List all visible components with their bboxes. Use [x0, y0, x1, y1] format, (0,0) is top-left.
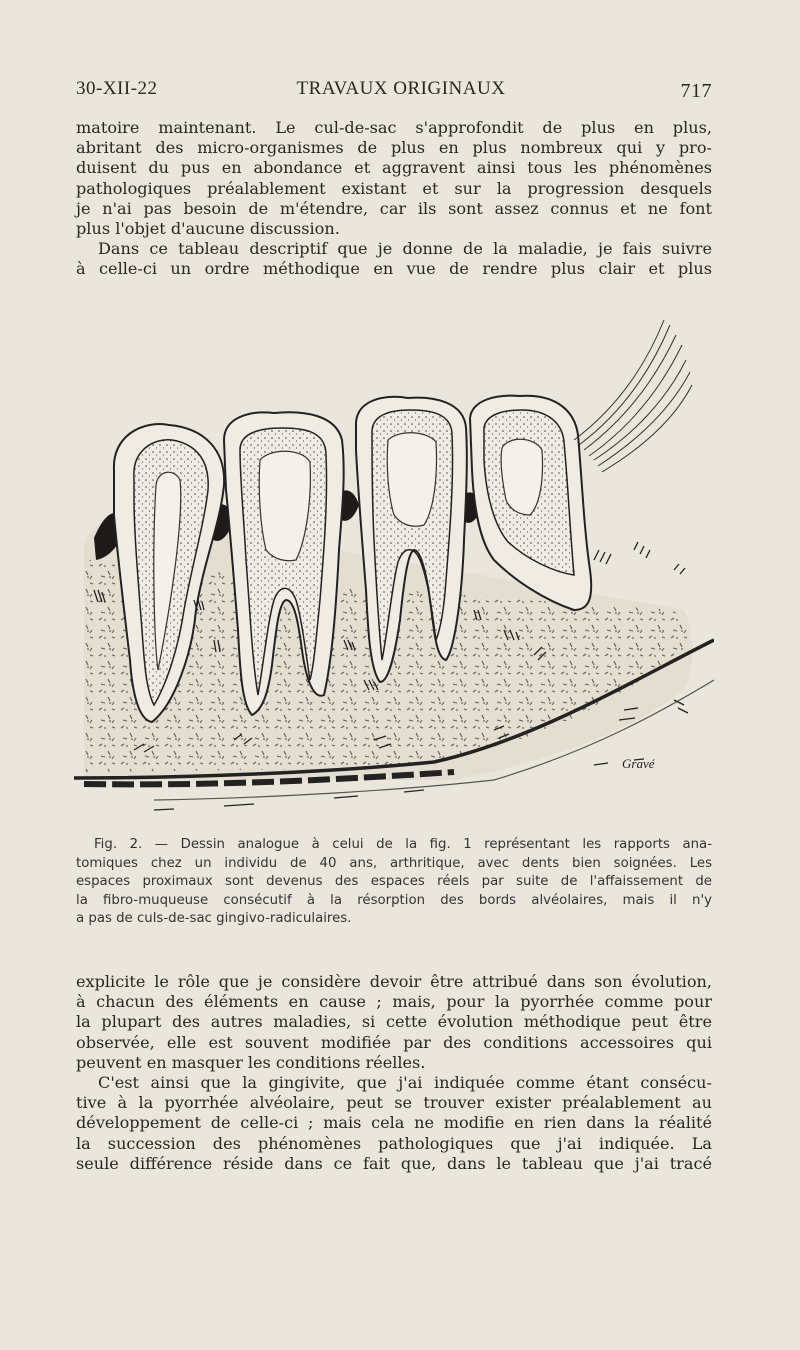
caption-line: la fibro-muqueuse consécutif à la résorption des bords alvéolaires, mais il n'y	[76, 892, 712, 908]
body-text-bottom	[76, 972, 712, 1174]
text-line: tive à la pyorrhée alvéolaire, peut se trouver exister préalablement au	[76, 1093, 712, 1113]
artist-signature: Gravé	[622, 756, 655, 771]
text-line: la plupart des autres maladies, si cette évolution méthodique peut être	[76, 1012, 712, 1032]
header-section-title: TRAVAUX ORIGINAUX	[296, 78, 506, 99]
text-line: à chacun des éléments en cause ; mais, pour la pyorrhée comme pour	[76, 992, 712, 1012]
caption-line: a pas de culs-de-sac gingivo-radiculaires.	[76, 911, 352, 927]
text-line: abritant des micro-organismes de plus en plus nombreux qui y pro-	[76, 138, 712, 158]
caption-line: espaces proximaux sont devenus des espaces réels par suite de l'affaissement de	[76, 874, 712, 890]
text-line: duisent du pus en abondance et aggravent ainsi tous les phénomènes	[76, 158, 712, 178]
text-line: à celle-ci un ordre méthodique en vue de rendre plus clair et plus	[76, 259, 712, 279]
text-line: je n'ai pas besoin de m'étendre, car ils sont assez connus et ne font	[76, 198, 712, 218]
text-line: observée, elle est souvent modifiée par des conditions accessoires qui	[76, 1032, 712, 1052]
text-line: C'est ainsi que la gingivite, que j'ai indiquée comme étant consécu-	[98, 1073, 712, 1093]
text-line: matoire maintenant. Le cul-de-sac s'approfondit de plus en plus,	[76, 118, 712, 137]
body-text-top	[76, 118, 712, 280]
text-line: plus l'objet d'aucune discussion.	[76, 219, 340, 239]
dental-illustration	[74, 310, 714, 825]
text-line: peuvent en masquer les conditions réelles.	[76, 1052, 426, 1072]
figure-caption	[76, 836, 712, 929]
text-line: pathologiques préalablement existant et sur la progression desquels	[76, 178, 712, 198]
caption-line: tomiques chez un individu de 40 ans, arthritique, avec dents bien soignées. Les	[76, 855, 712, 871]
text-line: Dans ce tableau descriptif que je donne de la maladie, je fais suivre	[98, 239, 712, 259]
header-date: 30-XII-22	[76, 78, 158, 99]
text-line: explicite le rôle que je considère devoir être attribué dans son évolution,	[76, 972, 712, 991]
text-line: seule différence réside dans ce fait que, dans le tableau que j'ai tracé	[76, 1153, 712, 1173]
fibrous-strands	[574, 320, 692, 472]
running-header	[76, 78, 712, 104]
text-line: la succession des phénomènes pathologiques que j'ai indiquée. La	[76, 1133, 712, 1153]
teeth-drawing	[74, 310, 714, 825]
text-line: développement de celle-ci ; mais cela ne modifie en rien dans la réalité	[76, 1113, 712, 1133]
page-number: 717	[680, 80, 712, 102]
caption-line: Fig. 2. — Dessin analogue à celui de la fig. 1 représentant les rapports ana-	[94, 837, 712, 852]
